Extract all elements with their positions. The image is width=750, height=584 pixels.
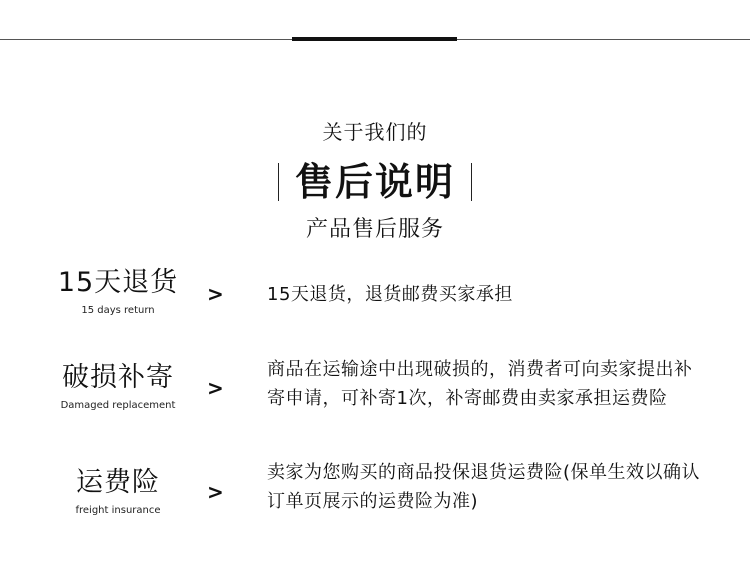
section-header bbox=[0, 118, 750, 246]
service-label bbox=[38, 361, 198, 413]
about-us-text: 关于我们的 bbox=[322, 120, 428, 144]
top-divider-accent bbox=[292, 37, 457, 41]
title-block bbox=[0, 158, 750, 206]
service-description: 15天退货，退货邮费买家承担 bbox=[267, 284, 513, 305]
service-description: 卖家为您购买的商品投保退货运费险(保单生效以确认订单页展示的运费险为准) bbox=[267, 462, 701, 512]
service-title-en: Damaged replacement bbox=[60, 400, 176, 411]
service-title-en: 15 days return bbox=[81, 305, 155, 316]
chevron-right-icon: > bbox=[207, 282, 224, 306]
service-title-cn: 破损补寄 bbox=[62, 362, 174, 393]
page-title: 售后说明 bbox=[294, 160, 455, 204]
page-subtitle: 产品售后服务 bbox=[305, 217, 444, 242]
chevron-right-icon: > bbox=[207, 480, 224, 504]
service-description: 商品在运输途中出现破损的，消费者可向卖家提出补寄申请，可补寄1次，补寄邮费由卖家承担运费险 bbox=[267, 359, 693, 409]
service-title-cn: 15天退货 bbox=[57, 267, 179, 298]
service-label bbox=[38, 466, 198, 518]
service-title-en: freight insurance bbox=[75, 505, 161, 516]
title-right-bar bbox=[471, 163, 472, 201]
chevron-right-icon: > bbox=[207, 376, 224, 400]
service-title-cn: 运费险 bbox=[76, 467, 160, 498]
service-label bbox=[38, 266, 198, 318]
